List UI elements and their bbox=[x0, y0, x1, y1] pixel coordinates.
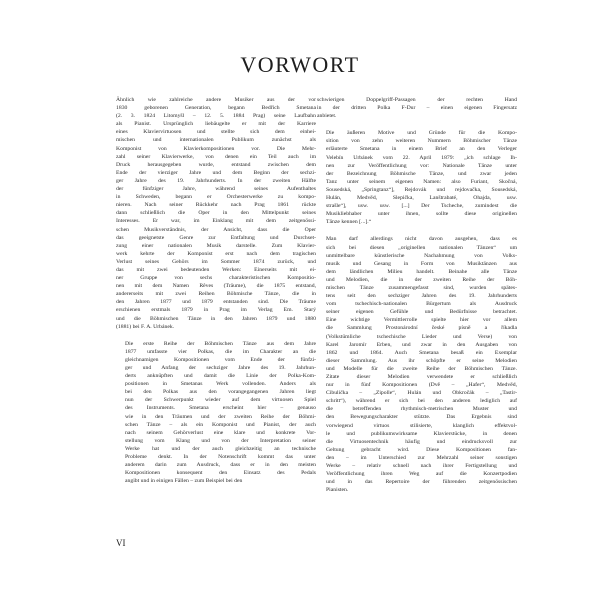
text-line: mischen und internationalen Publikum zunächst als bbox=[116, 137, 316, 144]
text-line: 1830 geborenen Generation, begann Bedřich Smetana bbox=[116, 105, 316, 112]
text-line: den Jahren 1877 und 1879 entstanden sind. Die Träume bbox=[116, 299, 316, 306]
text-line: zahl seiner Klavierwerke, von denen ein Teil auch im bbox=[116, 153, 316, 160]
text-line: angibt und in einigen Fällen – zum Beispiel bei den bbox=[125, 478, 243, 485]
text-line: den Bewegungscharakter stützte. Das Ergebnis sind bbox=[326, 414, 517, 421]
text-line: Cibulička – „Zipolle“, Hulán und Obkročák – „Tastir- bbox=[326, 390, 517, 397]
text-line: den – im Unterschied zur Mehrzahl seiner sonstigen bbox=[326, 454, 517, 461]
text-line: erschienen erstmals 1879 in Prag im Verlag Em. Starý bbox=[116, 307, 316, 314]
text-line: Velebín Urbánek vom 22. April 1879: „ich schlage Ih- bbox=[326, 154, 517, 161]
text-line: (2. 3. 1824 Litomyšl – 12. 5. 1884 Prag) seine Laufbahn bbox=[116, 113, 316, 120]
text-line: Kompositionen konsequent den Einsatz des Pedals bbox=[125, 470, 316, 477]
text-line: mischen Tänze zusammengefasst sind, wurden spätes- bbox=[326, 284, 517, 291]
text-line: in Schweden, begann er Orchesterwerke zu kompo- bbox=[116, 194, 316, 201]
text-line: Werke hat und der auch gleichzeitig an technische bbox=[125, 445, 316, 452]
text-line: und die Böhmischen Tänze in den Jahren 1879 und 1880 bbox=[116, 315, 316, 322]
text-line: Ähnlich wie zahlreiche andere Musiker aus der vor bbox=[116, 97, 316, 103]
text-line: als Pianist. Ursprünglich liebäugelte er mit der Karriere bbox=[116, 121, 316, 128]
text-line: Karel Jaromír Erben, und zwar in den Ausgaben von bbox=[326, 341, 517, 348]
paragraph bbox=[317, 235, 517, 494]
text-line: strašle“], usw. usw. [...] Der Tscheche, zumindest die bbox=[326, 203, 517, 210]
text-line: zung einer nationalen Musik darstelle. Zum Klavier- bbox=[116, 242, 316, 249]
text-line: Tanz unter seinem eigenen Namen: also Furiant, Skočná, bbox=[326, 178, 517, 185]
text-line: nun der Schwerpunkt wieder auf dem virtuosen Spiel bbox=[125, 397, 316, 404]
text-line: die betreffenden rhythmisch-metrischen Muster und bbox=[326, 406, 517, 413]
text-line: dieser Sammlung. Aus ihr schöpfte er seine Melodien bbox=[326, 357, 517, 364]
text-line: anderem darin zum Ausdruck, dass er in den meisten bbox=[125, 462, 316, 469]
text-line: schen Tänze – als ein Komponist und Pianist, der auch bbox=[125, 421, 316, 428]
text-line: derts anknüpften und damit die Linie der Polka-Kom- bbox=[125, 373, 316, 380]
text-line: ger und Anfang der sechziger Jahre des 19. Jahrhun- bbox=[125, 365, 316, 371]
text-line: sition von zehn weiteren Nummern Böhmischer Tänze bbox=[326, 138, 517, 145]
text-line: (Volkstümliche tschechische Lieder und Verse) von bbox=[326, 333, 517, 340]
text-line: Geltung gebracht wird. Diese Kompositionen fan- bbox=[326, 446, 517, 453]
text-line: sich bei diesen „originellen nationalen Tänzen“ um bbox=[326, 244, 517, 251]
text-line: Hulán, Medvěd, Slepička, Lanštrabaté, Ohajda, usw. bbox=[326, 195, 517, 202]
text-line: und Melodien, die in der zweiten Reihe der Böh- bbox=[326, 276, 517, 283]
text-column-right bbox=[317, 96, 517, 494]
text-line: der fünfziger Jahre, während seines Aufenthaltes bbox=[116, 186, 316, 193]
text-line: vom tschechisch-nationalen Bürgertum als Ausdruck bbox=[326, 301, 517, 308]
text-line: Sousedská, „Springtanz“], Rejdovák und rejdovačka, Sousedská, bbox=[326, 186, 517, 193]
text-line: wie in den Träumen und der zweiten Reihe der Böhmi- bbox=[125, 413, 316, 420]
text-line: Die äußeren Motive und Gründe für die Kompo- bbox=[326, 130, 517, 137]
text-line: eines Klaviervirtuosen und stellte sich dem einhei- bbox=[116, 129, 316, 136]
text-line: nur in fünf Kompositionen (Dvě – „Hafer“, Medvěd, bbox=[326, 382, 517, 389]
text-line: Man darf allerdings nicht davon ausgehen, dass es bbox=[326, 236, 517, 243]
text-line: schen Musikverständnis, der Ansicht, dass die Oper bbox=[116, 226, 316, 233]
text-line: Werke – relativ schnell nach ihrer Fertigstellung und bbox=[326, 463, 517, 470]
text-line: des Instruments. Smetana erscheint hier – genauso bbox=[125, 405, 316, 412]
text-line: vorwiegend virtuos stilisierte, klanglich effektvol- bbox=[326, 422, 517, 429]
text-line: le und publikumswirksame Klavierstücke, in denen bbox=[326, 430, 517, 437]
text-line: Druck herausgegeben wurde, entstand zwischen dem bbox=[116, 161, 316, 168]
text-line: stellung vom Klang und von der Interpretation seiner bbox=[125, 437, 316, 444]
text-line: ger Jahre des 19. Jahrhunderts. In der zweiten Hälfte bbox=[116, 177, 316, 184]
paragraph bbox=[317, 129, 517, 226]
text-line: Tänze kennen [...].“ bbox=[326, 219, 372, 226]
page-number: VI bbox=[116, 538, 126, 548]
text-line: schritt“), während er sich bei den anderen lediglich auf bbox=[326, 398, 517, 405]
paragraph bbox=[116, 96, 316, 331]
text-line: nen zur Veröffentlichung vor: Nationale Tänze unter bbox=[326, 162, 517, 169]
text-line: unmittelbare künstlerische Nachahmung von Volks- bbox=[326, 252, 517, 259]
text-line: Pianisten. bbox=[326, 487, 349, 494]
text-line: und in das Repertoire der führenden zeitgenössischen bbox=[326, 479, 517, 486]
text-line: ner Gruppe von sechs charakteristischen Kompositio- bbox=[116, 275, 316, 282]
text-line: in der dritten Polka F-Dur – einen eigenen Fingersatz bbox=[317, 105, 517, 112]
text-line: Interesses. Er war, im Einklang mit dem zeitgenössi- bbox=[116, 218, 316, 225]
text-line: 1862 und 1864. Auch Smetana besaß ein Exemplar bbox=[326, 349, 517, 356]
text-line: und Modelle für die zweite Reihe der Böhmischen Tänze. bbox=[326, 365, 517, 372]
text-line: dann schließlich die Oper in den Mittelpunkt seines bbox=[116, 210, 316, 217]
text-line: (1881) bei F. A. Urbánek. bbox=[116, 323, 175, 330]
text-line: andererseits mit zwei Reihen Böhmische Tänze, die in bbox=[116, 291, 316, 298]
text-column-left bbox=[116, 96, 316, 485]
text-line: Verlust seines Gehörs im Sommer 1874 zurück, und bbox=[116, 258, 316, 265]
paragraph bbox=[317, 96, 517, 120]
text-line: Musikliebhaber unter ihnen, sollte diese originellen bbox=[326, 211, 517, 218]
text-line: Veröffentlichung ihren Weg auf die Konzertpodien bbox=[326, 471, 517, 478]
text-line: nieren. Nach seiner Rückkehr nach Prag 1861 rückte bbox=[116, 202, 316, 209]
text-line: das geeignetste Genre zur Entfaltung und Durchset- bbox=[116, 234, 316, 241]
text-line: Zitate dieser Melodien verwendete er schließlich bbox=[326, 374, 517, 380]
text-line: Komponist von Klavierkompositionen vor. Die Mehr- bbox=[116, 145, 316, 152]
text-line: die Sammlung Prostonárodní české písně a říkadla bbox=[326, 325, 517, 332]
text-line: werk kehrte der Komponist erst nach dem tragischen bbox=[116, 250, 316, 257]
text-line: positionen in Smetanas Werk vollenden. Anders als bbox=[125, 381, 316, 388]
text-line: schwierigen Doppelgriff-Passagen der rechten Hand bbox=[317, 97, 517, 103]
text-line: Die erste Reihe der Böhmischen Tänze aus dem Jahre bbox=[125, 340, 316, 347]
text-line: das mit zwei bedeutenden Werken: Einerseits mit ei- bbox=[116, 266, 316, 273]
text-line: seiner eigenen Gefühle und Bedürfnisse betrachtet. bbox=[326, 309, 517, 316]
text-line: tens seit den sechziger Jahren des 19. Jahrhunderts bbox=[326, 293, 517, 300]
text-line: Probleme denkt. In der Notenschrift kommt das unter bbox=[125, 454, 316, 461]
text-line: 1877 umfasste vier Polkas, die im Charakter an die bbox=[125, 348, 316, 355]
text-line: die Virtuosentechnik häufig und eindrucksvoll zur bbox=[326, 438, 517, 445]
text-line: Eine wichtige Vermittlerrolle spielte hier vor allem bbox=[326, 317, 517, 324]
text-line: musik und Gesang in Form von Musiktänzen aus bbox=[326, 260, 517, 267]
paragraph bbox=[116, 340, 316, 486]
text-line: erläuterte Smetana in einem Brief an den Verleger bbox=[326, 146, 517, 153]
text-line: nach seinem Gehörverlust eine klare und konkrete Vor- bbox=[125, 429, 316, 436]
page-title: VORWORT bbox=[240, 52, 360, 77]
text-line: nen mit dem Namen Rêves (Träume), die 1875 entstand, bbox=[116, 283, 316, 290]
text-line: gleichnamigen Kompositionen vom Ende der fünfzi- bbox=[125, 356, 316, 363]
text-line: anbietet. bbox=[317, 113, 337, 120]
text-line: Ende der vierziger Jahre und dem Beginn der sechzi- bbox=[116, 169, 316, 176]
text-line: bei den Polkas aus den vorangegangenen Jahren liegt bbox=[125, 389, 316, 396]
text-line: der Bezeichnung Böhmische Tänze, und zwar jeden bbox=[326, 170, 517, 177]
text-line: dem ländlichen Milieu handelt. Beinahe alle Tänze bbox=[326, 268, 517, 275]
